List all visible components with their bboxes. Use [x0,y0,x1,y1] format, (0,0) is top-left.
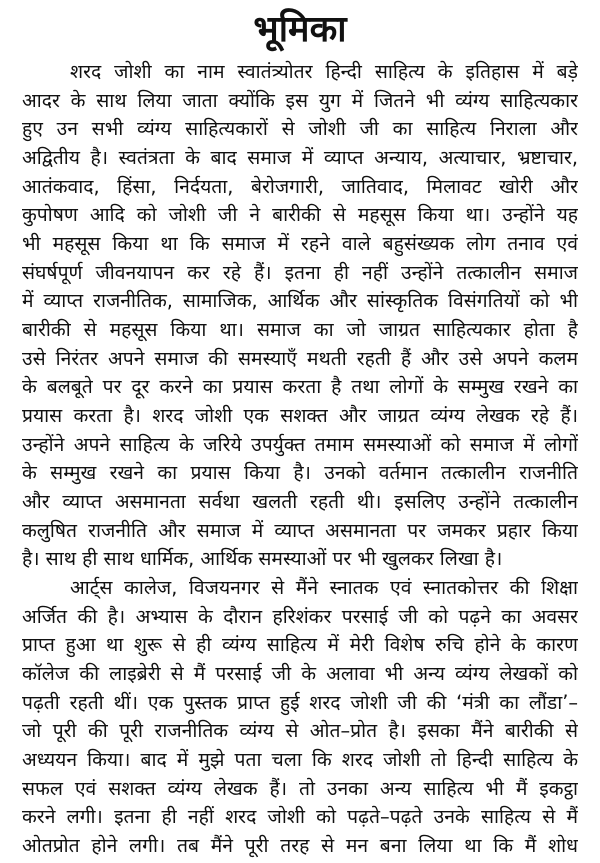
paragraph-1-line: के बलबूते पर दूर करने का प्रयास करता है तथा लोगों के सम्मुख रखने का [22,375,578,399]
paragraph-1-line: कलुषित राजनीति और समाज में व्याप्त असमानता पर जमकर प्रहार किया [22,518,578,542]
paragraph-1-line: हुए उन सभी व्यंग्य साहित्यकारों से जोशी जी का साहित्य निराला और [22,117,578,141]
paragraph-2-line: सफल एवं सशक्त व्यंग्य लेखक हैं। तो उनका अन्य साहित्य भी मैं इकट्ठा [22,776,578,800]
paragraph-2-line: आर्ट्स कालेज, विजयनगर से मैंने स्नातक एवं स्नातकोत्तर की शिक्षा [70,576,578,599]
paragraph-1-line: आदर के साथ लिया जाता क्योंकि इस युग में जितने भी व्यंग्य साहित्यकार [22,88,578,112]
paragraph-1-line: उसे निरंतर अपने समाज की समस्याएँ मथती रहती हैं और उसे अपने कलम [22,346,578,370]
paragraph-1-line: संघर्षपूर्ण जीवनयापन कर रहे हैं। इतना ही नहीं उन्होंने तत्कालीन समाज [22,260,578,284]
paragraph-2-line: जो पूरी की पूरी राजनीतिक व्यंग्य से ओत–प्रोत है। इसका मैंने बारीकी से [22,719,578,743]
paragraph-1-line: उन्होंने अपने साहित्य के जरिये उपर्युक्त तमाम समस्याओं को समाज में लोगों [22,432,578,456]
paragraph-1-line: कुपोषण आदि को जोशी जी ने बारीकी से महसूस किया था। उन्होंने यह [22,203,578,227]
paragraph-1-line: बारीकी से महसूस किया था। समाज का जो जाग्रत साहित्यकार होता है [22,318,578,341]
paragraph-1-line: आतंकवाद, हिंसा, निर्दयता, बेरोजगारी, जातिवाद, मिलावट खोरी और [22,174,578,198]
paragraph-1-line: के सम्मुख रखने का प्रयास किया है। उनको वर्तमान तत्कालीन राजनीति [22,461,578,485]
paragraph-2-line: पढ़ती रहती थीं। एक पुस्तक प्राप्त हुई शरद जोशी जी की ‘मंत्री का लौंडा’– [22,690,578,714]
paragraph-2-line: कॉलेज की लाइब्रेरी से मैं परसाई जी के अलावा भी अन्य व्यंग्य लेखकों को [22,662,578,685]
paragraph-2-line: करने लगी। इतना ही नहीं शरद जोशी को पढ़ते–पढ़ते उनके साहित्य से मैं [22,805,578,829]
paragraph-1-line: प्रयास करता है। शरद जोशी एक सशक्त और जाग्रत व्यंग्य लेखक रहे हैं। [22,404,578,427]
paragraph-1-line: शरद जोशी का नाम स्वातंत्र्योतर हिन्दी साहित्य के इतिहास में बड़े [70,60,578,83]
paragraph-2-line: ओतप्रोत होने लगी। तब मैंने पूरी तरह से मन बना लिया था कि मैं शोध [22,834,578,857]
page-title: भूमिका [253,9,347,50]
paragraph-1-line: अद्वितीय है। स्वतंत्रता के बाद समाज में व्याप्त अन्याय, अत्याचार, भ्रष्टाचार, [22,146,578,169]
paragraph-2-line: अर्जित की है। अभ्यास के दौरान हरिशंकर परसाई जी को पढ़ने का अवसर [22,604,578,628]
paragraph-1-line: में व्याप्त राजनीतिक, सामाजिक, आर्थिक और सांस्कृतिक विसंगतियों को भी [22,289,578,313]
paragraph-1-line: है। साथ ही साथ धार्मिक, आर्थिक समस्याओं पर भी खुलकर लिखा है। [22,547,503,571]
paragraph-1-line: और व्याप्त असमानता सर्वथा खलती रहती थी। इसलिए उन्होंने तत्कालीन [22,490,578,513]
paragraph-2-line: अध्ययन किया। बाद में मुझे पता चला कि शरद जोशी तो हिन्दी साहित्य के [22,748,578,771]
paragraph-2-line: प्राप्त हुआ था शुरू से ही व्यंग्य साहित्य में मेरी विशेष रुचि होने के कारण [22,633,578,657]
paragraph-1-line: भी महसूस किया था कि समाज में रहने वाले बहुसंख्यक लोग तनाव एवं [22,232,578,255]
